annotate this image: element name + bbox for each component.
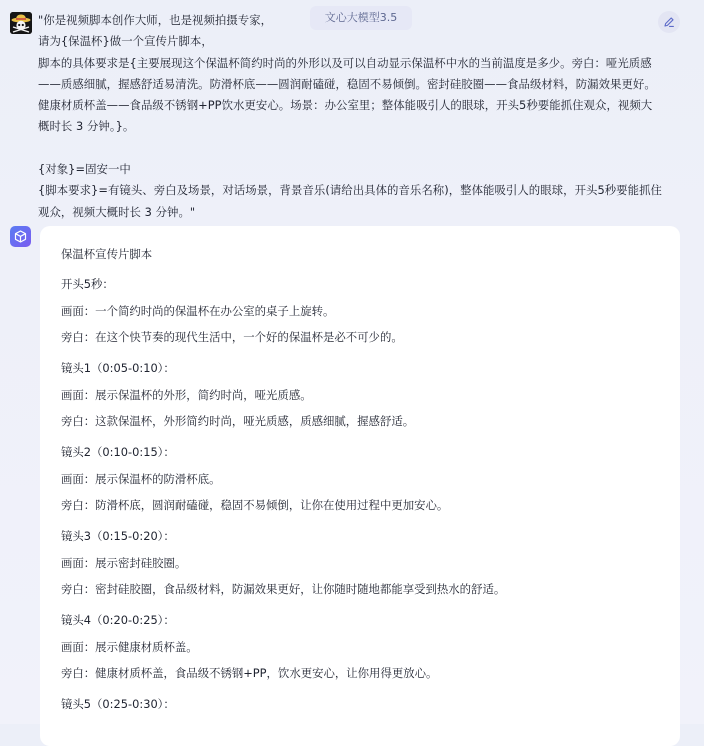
model-name-tag: 文心大模型3.5 xyxy=(310,6,412,30)
answer-line: 旁白：这款保温杯，外形简约时尚，哑光质感，质感细腻，握感舒适。 xyxy=(61,414,415,428)
shot-heading: 镜头2（0:10-0:15）： xyxy=(61,445,175,459)
cube-icon xyxy=(14,230,27,243)
shot-heading: 镜头3（0:15-0:20）： xyxy=(61,529,175,543)
answer-line: 旁白：防滑杯底，圆润耐磕碰，稳固不易倾倒，让你在使用过程中更加安心。 xyxy=(61,498,449,512)
assistant-avatar xyxy=(10,226,31,247)
straw-hat-skull-icon xyxy=(10,12,32,34)
edit-icon[interactable] xyxy=(658,11,680,33)
answer-card xyxy=(40,226,680,746)
answer-line: 画面：展示保温杯的外形，简约时尚，哑光质感。 xyxy=(61,388,312,402)
user-avatar xyxy=(10,12,32,34)
answer-line: 画面：展示健康材质杯盖。 xyxy=(61,640,198,654)
answer-title: 保温杯宣传片脚本 xyxy=(61,247,153,261)
shot-heading: 镜头4（0:20-0:25）： xyxy=(61,613,175,627)
answer-line: 旁白：密封硅胶圈，食品级材料，防漏效果更好，让你随时随地都能享受到热水的舒适。 xyxy=(61,582,506,596)
answer-line: 旁白：在这个快节奏的现代生活中，一个好的保温杯是必不可少的。 xyxy=(61,330,403,344)
shot-heading: 镜头5（0:25-0:30）： xyxy=(61,697,175,711)
answer-line: 画面：展示密封硅胶圈。 xyxy=(61,556,187,570)
user-message-text: "你是视频脚本创作大师，也是视频拍摄专家， 请为{保温杯}做一个宣传片脚本， 脚本的具体要求是{主要展现这个保温杯简约时尚的外形以及可以自动显示保温杯中水的当前温度是多少。旁白：哑光质感——质感细腻，握感舒适易清洗。防滑杯底——圆润耐磕碰，稳固不易倾倒。密封硅胶圈——食品级材料，防漏效果更好。健康材质杯盖——食品级不锈钢+PP饮水更安心。场景：办公室里；整体能吸引人的眼球，开头5秒要能抓住观众，视频大概时长 3 分钟。}。 {对象}=固安一中 {脚本要求}=有镜头、旁白及场景，对话场景，背景音乐(请给出具体的音乐名称)，整体能吸引人的眼球，开头5秒要能抓住观众，视频大概时长 3 分钟。" xyxy=(38,13,662,219)
answer-line: 画面：展示保温杯的防滑杯底。 xyxy=(61,472,221,486)
shot-heading: 镜头1（0:05-0:10）： xyxy=(61,361,175,375)
answer-line: 开头5秒： xyxy=(61,277,114,291)
answer-line: 旁白：健康材质杯盖，食品级不锈钢+PP，饮水更安心，让你用得更放心。 xyxy=(61,666,438,680)
answer-line: 画面：一个简约时尚的保温杯在办公室的桌子上旋转。 xyxy=(61,304,335,318)
